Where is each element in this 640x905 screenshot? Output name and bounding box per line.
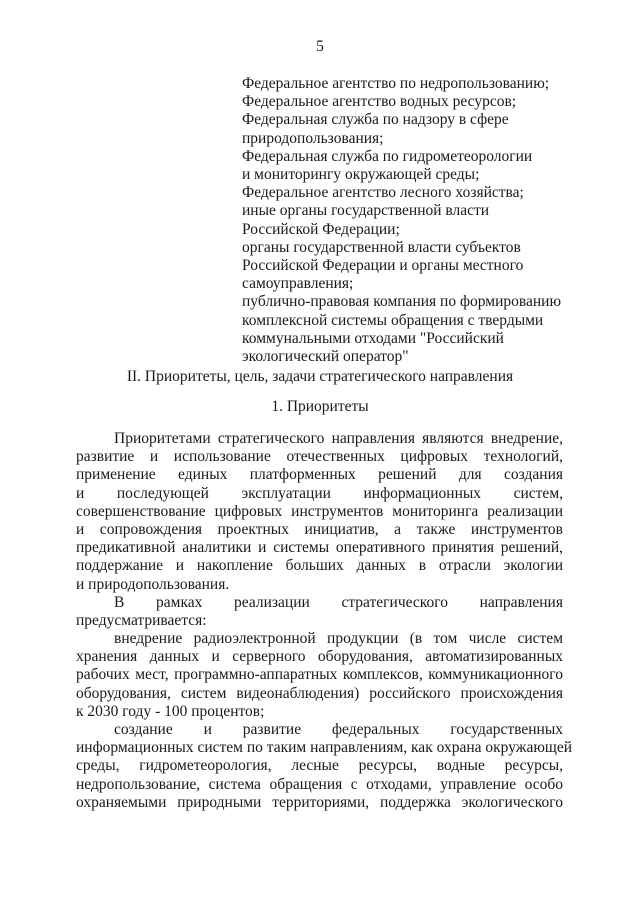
sub-heading: 1. Приоритеты — [271, 398, 369, 415]
agency-list — [242, 75, 582, 366]
agency-list-item: Федеральная служба по надзору в сфере — [242, 111, 509, 129]
body-line: создание и развитие федеральных государственных — [114, 721, 563, 738]
agency-list-item: органы государственной власти субъектов — [242, 238, 521, 256]
agency-list-item: комплексной системы обращения с твердыми — [242, 311, 544, 329]
body-line: рабочих мест, программно-аппаратных комплексов, коммуникационного — [76, 666, 563, 684]
body-line: совершенствование цифровых инструментов мониторинга реализации — [76, 502, 563, 520]
agency-list-item: самоуправления; — [242, 275, 354, 293]
body-line: В рамках реализации стратегического направления — [114, 593, 563, 611]
body-line: охраняемыми природными территориями, поддержка экологического — [76, 793, 563, 811]
body-line: Приоритетами стратегического направления являются внедрение, — [114, 430, 563, 447]
body-line: развитие и использование отечественных цифровых технологий, — [76, 448, 563, 466]
page-number: 5 — [316, 38, 324, 55]
body-line: и природопользования. — [76, 575, 230, 593]
body-line: поддержание и накопление больших данных в отрасли экологии — [76, 557, 563, 575]
agency-list-item: и мониторингу окружающей среды; — [242, 166, 480, 184]
body-line: и сопровождения проектных инициатив, а также инструментов — [76, 520, 563, 538]
section-heading: II. Приоритеты, цель, задачи стратегического направления — [126, 368, 514, 385]
body-line: и последующей эксплуатации информационных систем, — [76, 484, 563, 502]
agency-list-item: Российской Федерации; — [242, 220, 400, 238]
body-line: к 2030 году - 100 процентов; — [76, 702, 265, 720]
agency-list-item: экологический оператор" — [242, 348, 409, 366]
agency-list-item: Федеральное агентство по недропользованию; — [242, 75, 550, 92]
body-line: недропользование, система обращения с отходами, управление особо — [76, 775, 563, 793]
body-line: оборудования, систем видеонаблюдения) российского происхождения — [76, 684, 563, 702]
body-line: предикативной аналитики и системы оперативного принятия решений, — [76, 539, 563, 557]
body-text — [76, 430, 573, 812]
agency-list-item: Федеральная служба по гидрометеорологии — [242, 147, 533, 165]
agency-list-item: коммунальными отходами "Российский — [242, 329, 504, 347]
agency-list-item: публично-правовая компания по формированию — [242, 293, 562, 311]
body-line: среды, гидрометеорология, лесные ресурсы, водные ресурсы, — [76, 757, 563, 775]
body-line: информационных систем по таким направлениям, как охрана окружающей — [76, 739, 573, 757]
body-line: применение единых платформенных решений для создания — [76, 466, 563, 484]
body-line: предусматривается: — [76, 611, 207, 629]
body-line: внедрение радиоэлектронной продукции (в том числе систем — [114, 630, 563, 648]
body-line: хранения данных и серверного оборудования, автоматизированных — [76, 648, 563, 666]
agency-list-item: Федеральное агентство лесного хозяйства; — [242, 184, 524, 202]
agency-list-item: иные органы государственной власти — [242, 202, 490, 220]
agency-list-item: Федеральное агентство водных ресурсов; — [242, 93, 517, 111]
agency-list-item: природопользования; — [242, 129, 384, 147]
agency-list-item: Российской Федерации и органы местного — [242, 257, 524, 275]
